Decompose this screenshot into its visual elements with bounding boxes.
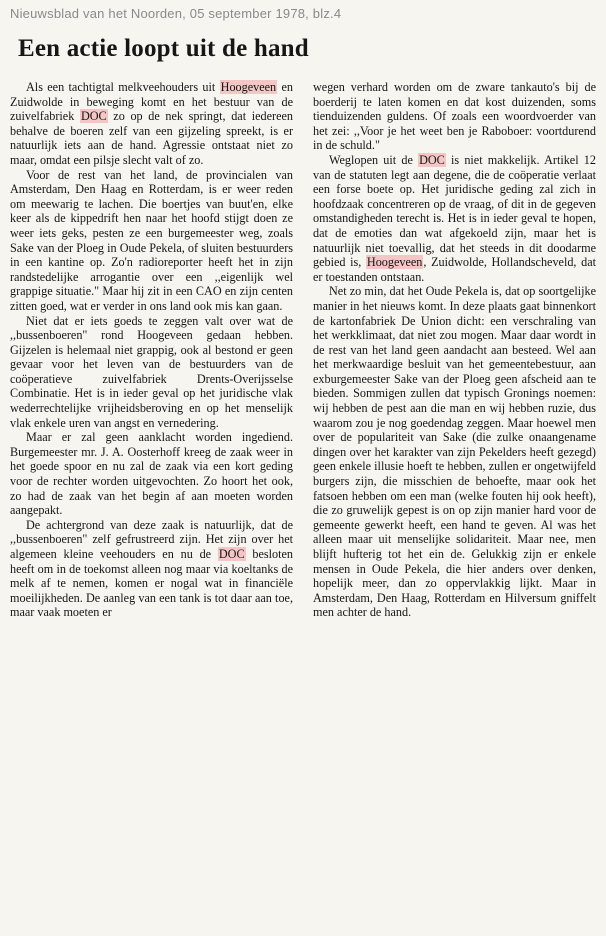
article-body xyxy=(10,80,596,930)
text-run: besloten heeft om in de toekomst alleen nog maar via koeltanks de melk af te nemen, komen er nogal wat in financiële moeilijkheden. De aanleg van een tank is tot daar aan toe, maar vaak moeten er xyxy=(10,547,293,620)
paragraph xyxy=(10,80,293,168)
text-run: Weglopen uit de xyxy=(329,152,419,167)
paragraph xyxy=(10,518,293,620)
highlighted-term: Hoogeveen xyxy=(220,80,277,94)
text-run: en Zuidwolde in beweging komt en het bestuur van de zuivelfabriek xyxy=(10,80,293,124)
column-left xyxy=(10,80,293,930)
text-run: , Zuidwolde, Hollandscheveld, dat er toestanden ontstaan. xyxy=(313,255,596,284)
text-run: wegen verhard worden om de zware tankauto's bij de boerderij te laten komen en dat kost duizenden, soms tienduizenden guldens. Of zoals een woordvoerder van het zei: ,,Voor je het weet ben je Raboboer: voortdurend in de schuld." xyxy=(313,80,596,153)
headline: Een actie loopt uit de hand xyxy=(18,35,309,62)
paragraph xyxy=(313,80,596,153)
highlighted-term: DOC xyxy=(80,109,107,124)
paragraph xyxy=(10,314,293,431)
text-run: Maar er zal geen aanklacht worden ingediend. Burgemeester mr. J. A. Oosterhoff kreeg de zaak weer in het goede spoor en nu zal de zaak via een kort geding voor de rechter worden uitgevochten. Zo hoort het ook, zo had de zaak van het begin af aan moeten worden aangepakt. xyxy=(10,430,293,518)
paragraph xyxy=(313,284,596,620)
text-run: is niet makkelijk. Artikel 12 van de statuten legt aan degene, die de coöperatie verlaat een forse boete op. Het juridische geding zal zich in hoofdzaak concentreren op de vraag, of dit in de gegeven omstandigheden terecht is. Het is in ieder geval te hopen, dat de emoties dan wat afgekoeld zijn, maar het is natuurlijk niet toevallig, dat het steeds in dit doodarme gebied is, xyxy=(313,152,596,270)
text-run: zo op de nek springt, dat iedereen behalve de boeren zelf van een gijzeling spreekt, is er natuurlijk iets aan de hand. Agressie ontstaat niet zo maar, omdat een pilsje slecht valt of zo. xyxy=(10,109,293,167)
paragraph xyxy=(10,430,293,518)
column-right xyxy=(313,80,596,930)
source-line: Nieuwsblad van het Noorden, 05 september 1978, blz.4 xyxy=(10,6,342,21)
text-run: Niet dat er iets goeds te zeggen valt over wat de ,,bussenboeren" rond Hoogeveen gedaan hebben. Gijzelen is helemaal niet grappig, ook al bestond er geen gevaar voor het leven van de bestuurders van de coöperatieve zuivelfabriek Drents-Overijsselse Combinatie. Het is in ieder geval op het juridische vlak wederrechtelijke vrijheidsberoving en op het menselijk vlak enkele uren van angst en vernedering. xyxy=(10,313,293,430)
highlighted-term: DOC xyxy=(218,547,245,561)
text-run: Als een tachtigtal melkveehouders uit xyxy=(26,80,220,94)
paragraph xyxy=(313,153,596,284)
text-run: De achtergrond van deze zaak is natuurlijk, dat de ,,bussenboeren" zelf gefrustreerd zijn. Het zijn over het algemeen kleine veehouders en nu de xyxy=(10,517,293,561)
text-run: Net zo min, dat het Oude Pekela is, dat op soortgelijke manier in het nieuws komt. In deze plaats gaat binnenkort de kartonfabriek De Union dicht: een verschraling van het werkklimaat, dat niet zou mogen. Maar daar wordt in de rest van het land geen aandacht aan besteed. Wel aan het merkwaardige besluit van het gemeentebestuur, aan exburgemeester Sake van der Ploeg geen afscheid aan te bieden. Sommigen zullen dat typisch Gronings noemen: wij hebben de pest aan die man en wij hebben ruzie, dus waarom zou je nog goedendag zeggen. Maar hoewel men over de populariteit van Sake (die zulke onaangename dingen over het karakter van zijn Pekelders heeft gezegd) geen enkele illusie hoeft te hebben, zullen er ongetwijfeld burgers zijn, die misschien de behoefte, maar ook het fatsoen hebben om een man (welke fouten hij ook heeft), die zo gruwelijk gepest is on op zijn manier hard voor de gemeente gewerkt heeft, een hand te geven. Al was het alleen maar uit menselijke solidariteit. Maar nee, men blijft hufterig tot het ein de. Gelukkig zijn er enkele mensen in Oude Pekela, die hier anders over denken, hopelijk meer, dan zo oppervlakkig lijkt. Maar in Amsterdam, Den Haag, Rotterdam en Hilversum gniffelt men achter de hand. xyxy=(313,284,596,620)
text-run: Voor de rest van het land, de provincialen van Amsterdam, Den Haag en Rotterdam, is er weer reden om meewarig te lachen. Die boertjes van buut'en, elke keer als de kippedrift hen naar het hoofd stijgt doen ze weer iets geks, pesten ze een burgemeester weg, zoals Sake van der Ploeg in Oude Pekela, of sluiten bestuurders in een kantine op. Zo'n radioreporter heeft het in zijn randstedelijke arrogantie over een ,,eigenlijk wel grappige situatie." Maar hij zit in een CAO en zijn centen zitten goed, wat er verder in ons land ook mis kan gaan. xyxy=(10,167,293,313)
highlighted-term: Hoogeveen xyxy=(366,255,423,270)
paragraph xyxy=(10,168,293,314)
highlighted-term: DOC xyxy=(419,152,445,167)
